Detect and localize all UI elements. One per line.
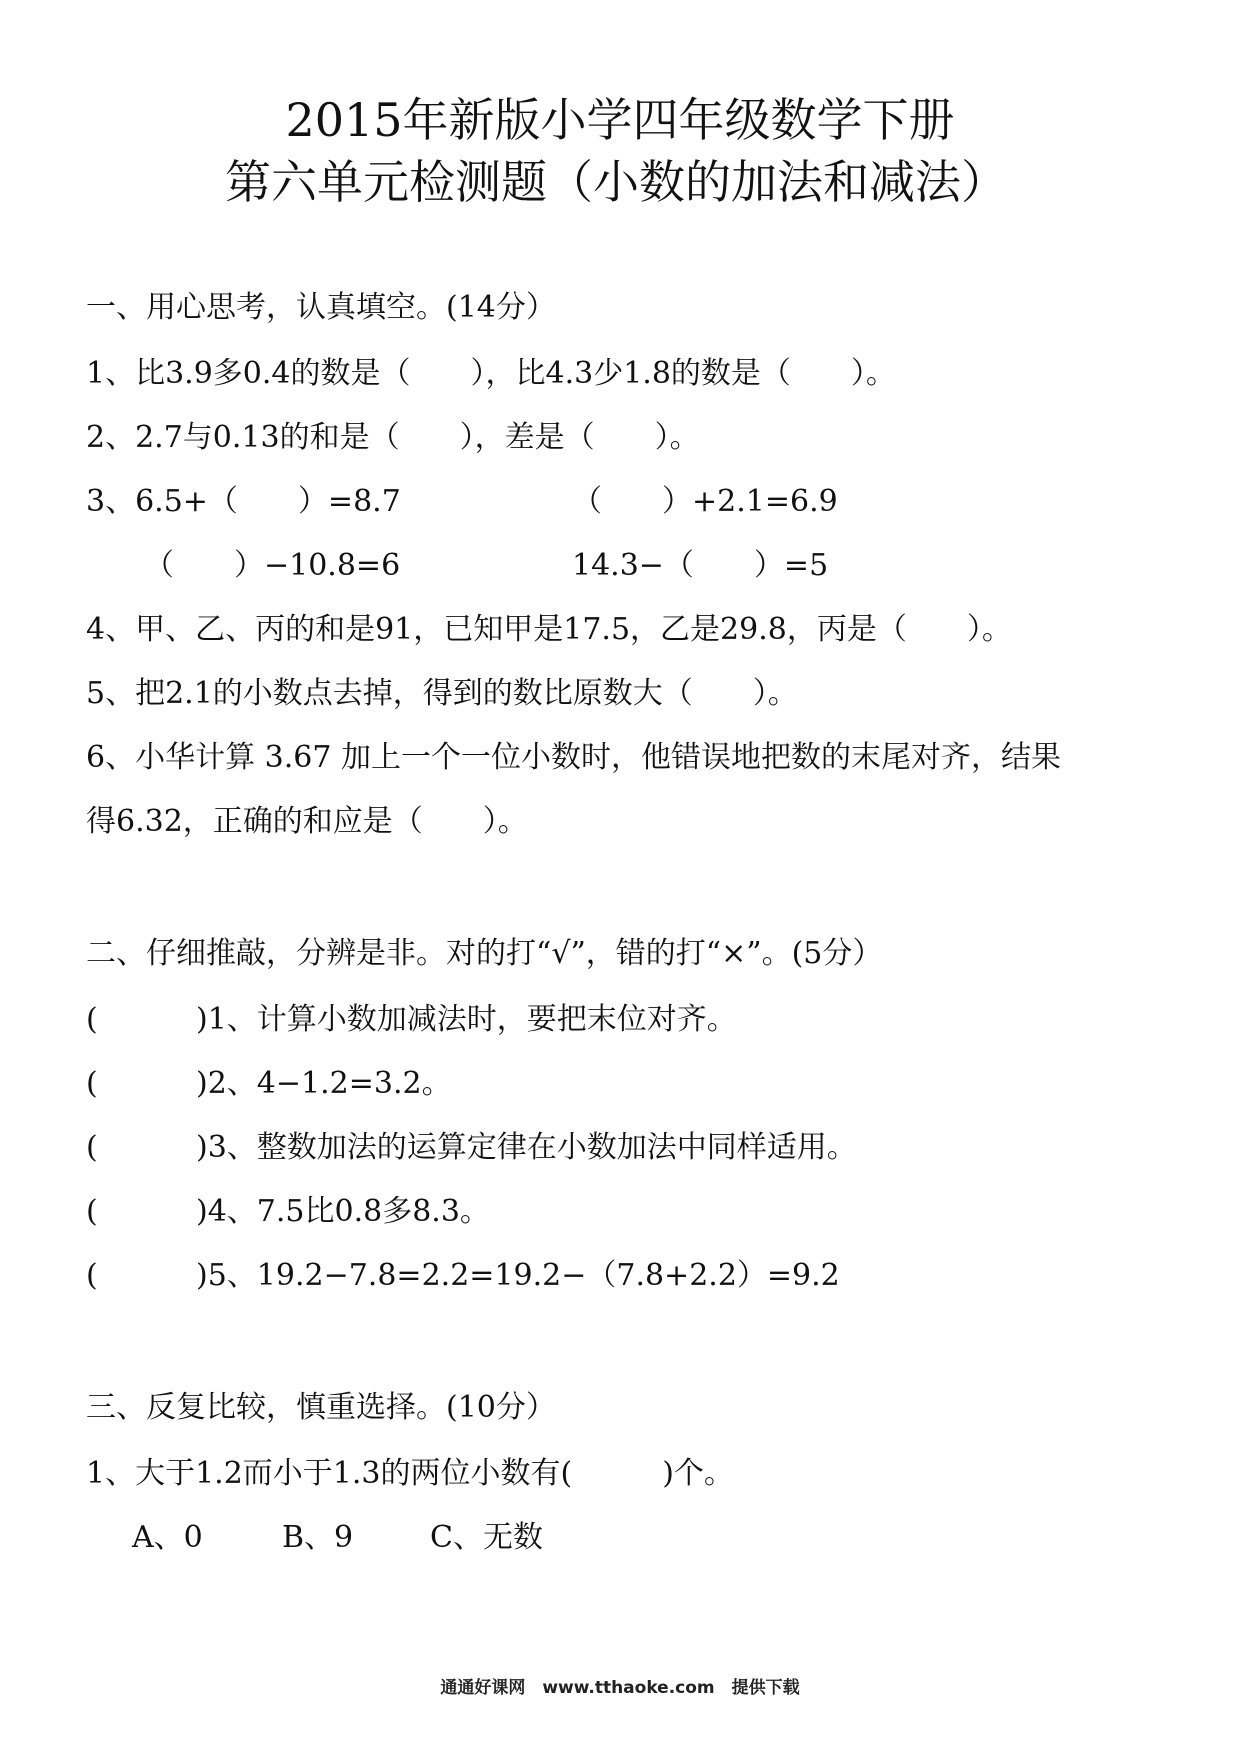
question-1-6-line-1: 6、小华计算 3.67 加上一个一位小数时，他错误地把数的末尾对齐，结果	[86, 740, 1061, 775]
question-1-2: 2、2.7与0.13的和是（ ），差是（ ）。	[86, 420, 700, 455]
section-1-heading: 一、用心思考，认真填空。(14分）	[86, 290, 556, 325]
footer-credit: 通通好课网 www.tthaoke.com 提供下载	[440, 1678, 800, 1698]
question-1-1: 1、比3.9多0.4的数是（ ），比4.3少1.8的数是（ ）。	[86, 356, 896, 391]
question-1-5: 5、把2.1的小数点去掉，得到的数比原数大（ ）。	[86, 676, 798, 711]
worksheet-title-line-1: 2015年新版小学四年级数学下册	[285, 93, 955, 147]
question-1-6-line-2: 得6.32，正确的和应是（ ）。	[86, 804, 528, 839]
worksheet-title-line-2: 第六单元检测题（小数的加法和减法）	[225, 155, 1007, 209]
true-false-item-1: )1、计算小数加减法时，要把末位对齐。	[196, 1002, 737, 1037]
true-false-item-3: )3、整数加法的运算定律在小数加法中同样适用。	[196, 1130, 857, 1165]
answer-bracket-2-4: (	[86, 1194, 98, 1229]
true-false-item-2: )2、4−1.2=3.2。	[196, 1066, 452, 1101]
question-1-3c: （ ）−10.8=6	[144, 548, 401, 583]
option-c: C、无数	[430, 1520, 543, 1555]
question-1-4: 4、甲、乙、丙的和是91，已知甲是17.5，乙是29.8，丙是（ ）。	[86, 612, 1012, 647]
answer-bracket-2-5: (	[86, 1258, 98, 1293]
true-false-item-5: )5、19.2−7.8=2.2=19.2−（7.8+2.2）=9.2	[196, 1258, 840, 1293]
answer-bracket-2-3: (	[86, 1130, 98, 1165]
option-a: A、0	[132, 1520, 203, 1555]
question-1-3a: 3、6.5+（ ）=8.7	[86, 484, 401, 519]
section-2-heading: 二、仔细推敲，分辨是非。对的打“√”，错的打“×”。(5分）	[86, 936, 883, 971]
true-false-item-4: )4、7.5比0.8多8.3。	[196, 1194, 490, 1229]
answer-bracket-2-1: (	[86, 1002, 98, 1037]
section-3-heading: 三、反复比较，慎重选择。(10分）	[86, 1390, 556, 1425]
option-b: B、9	[282, 1520, 354, 1555]
question-3-1: 1、大于1.2而小于1.3的两位小数有( )个。	[86, 1456, 734, 1491]
question-1-3b: （ ）+2.1=6.9	[572, 484, 838, 519]
question-1-3d: 14.3−（ ）=5	[572, 548, 829, 583]
answer-bracket-2-2: (	[86, 1066, 98, 1101]
